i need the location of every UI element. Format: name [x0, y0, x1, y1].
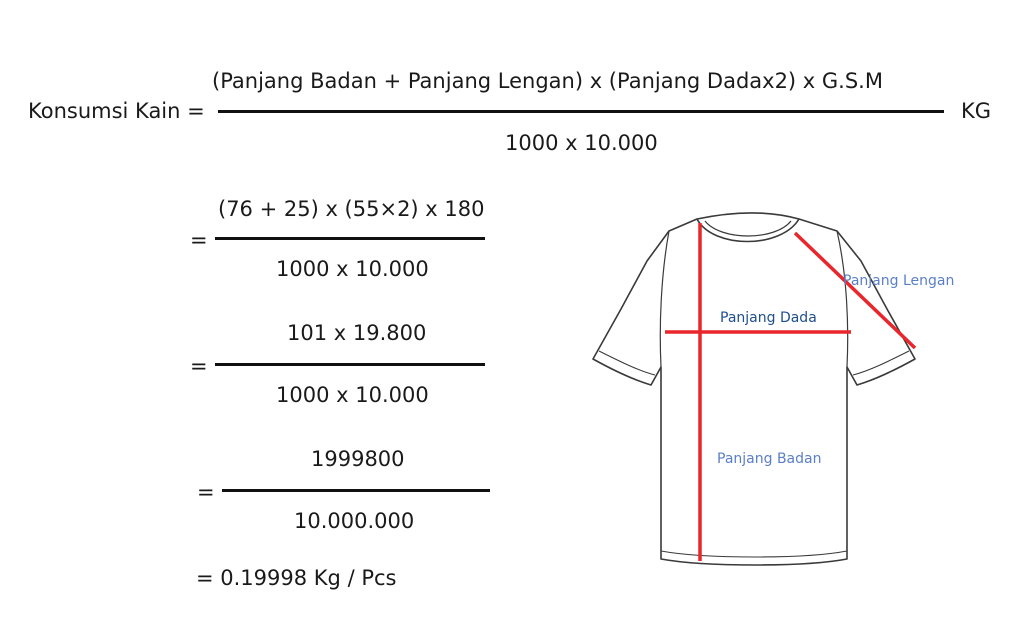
formula-unit: KG [961, 99, 992, 123]
step-2-equals: = [190, 354, 208, 378]
formula-numerator: (Panjang Badan + Panjang Lengan) x (Panjang Dadax2) x G.S.M [212, 69, 883, 93]
panjang-lengan-label: Panjang Lengan [843, 273, 955, 289]
step-1-numerator: (76 + 25) x (55×2) x 180 [218, 197, 485, 221]
formula-denominator: 1000 x 10.000 [505, 131, 658, 155]
step-3-equals: = [197, 480, 215, 504]
step-1-equals: = [190, 228, 208, 252]
step-3-fraction-line [222, 489, 490, 492]
result-text: = 0.19998 Kg / Pcs [196, 566, 397, 590]
panjang-dada-label: Panjang Dada [720, 310, 817, 326]
formula-fraction-line [218, 110, 944, 113]
step-3-denominator: 10.000.000 [294, 509, 415, 533]
panjang-badan-label: Panjang Badan [717, 451, 822, 467]
tshirt-outline [593, 213, 915, 565]
step-3-numerator: 1999800 [311, 447, 405, 471]
step-2-numerator: 101 x 19.800 [287, 321, 427, 345]
step-1-denominator: 1000 x 10.000 [276, 257, 429, 281]
step-2-fraction-line [215, 363, 485, 366]
step-1-fraction-line [215, 237, 485, 240]
tshirt-diagram [585, 205, 975, 575]
step-2-denominator: 1000 x 10.000 [276, 383, 429, 407]
formula-lhs: Konsumsi Kain = [28, 99, 205, 123]
